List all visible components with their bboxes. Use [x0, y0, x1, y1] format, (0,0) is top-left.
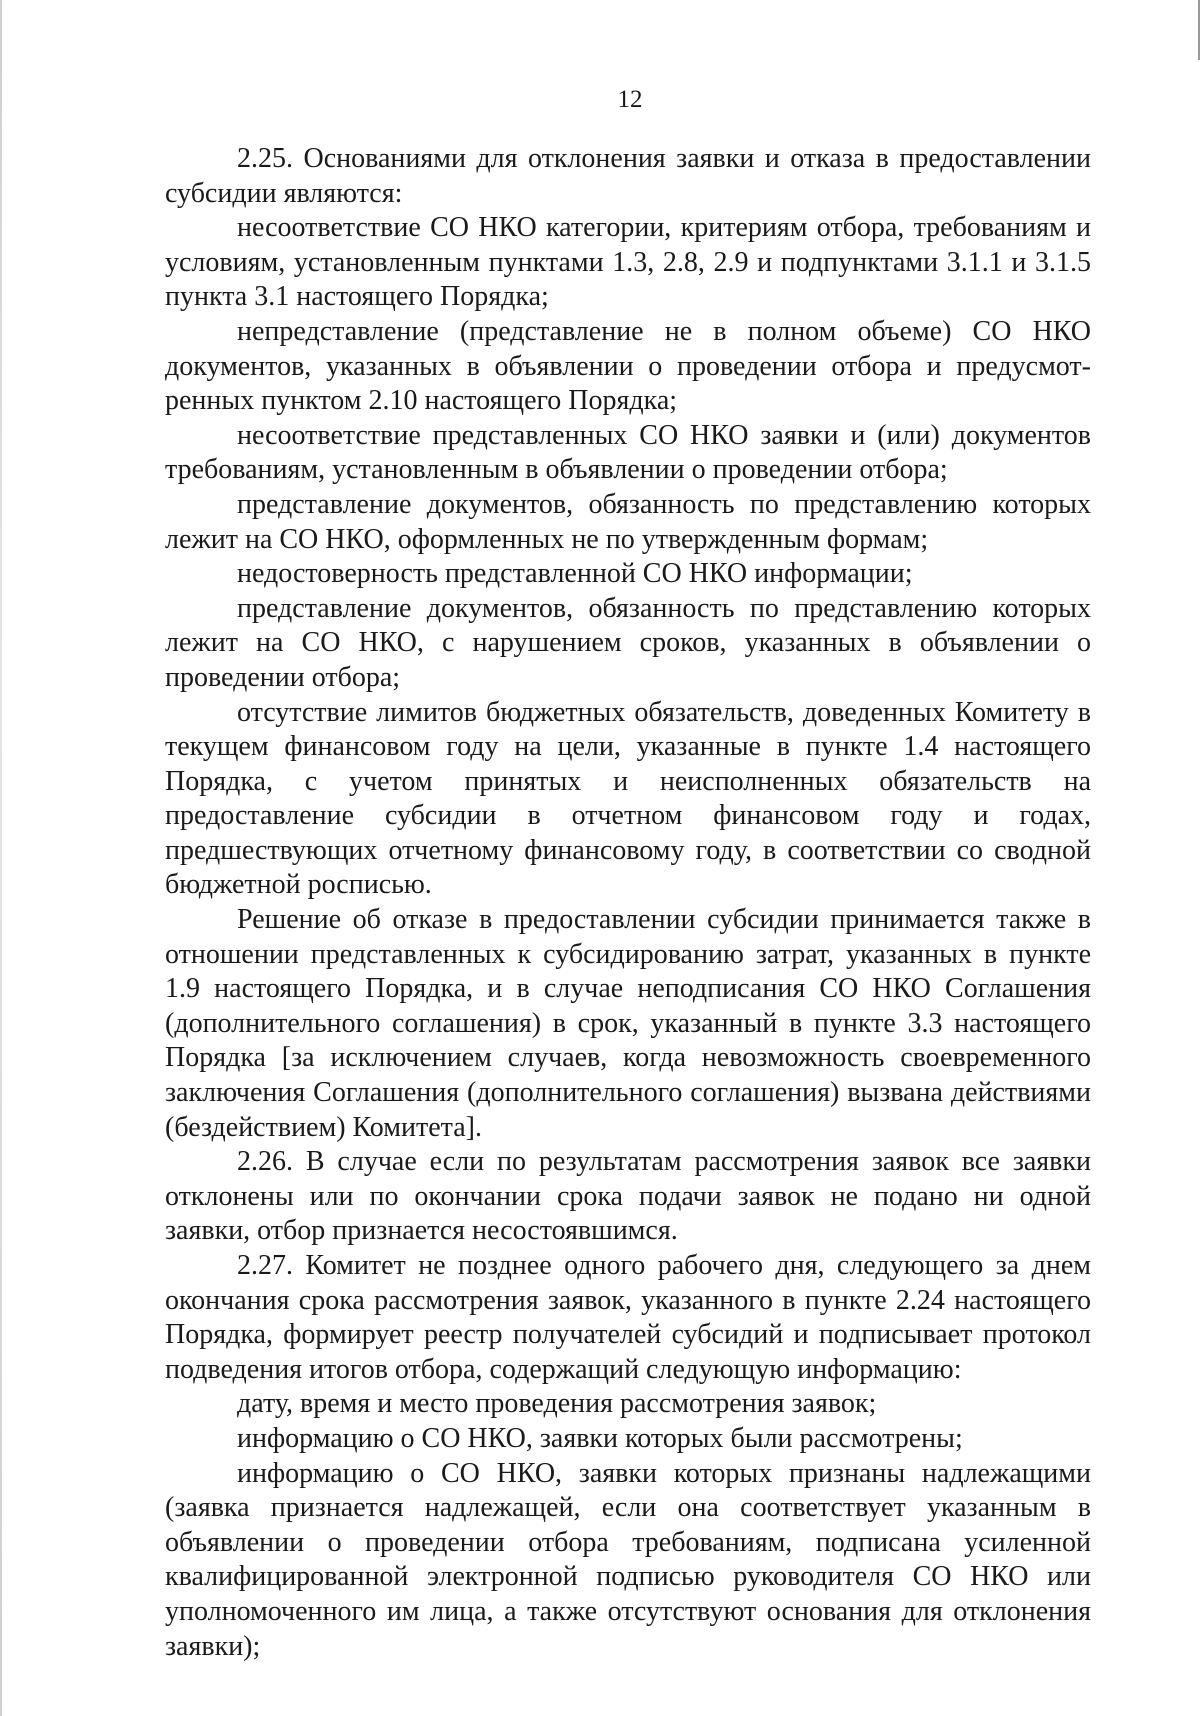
paragraph: 2.27. Комитет не позднее одного рабочего дня, следующего за днем окончания срока рассмотрения заявок, указанного в пункте 2.24 настоящего Порядка, формирует реестр получателей субсидий и подписывает протокол подведения итогов отбора, содержащий следующую информацию: [165, 1250, 1091, 1385]
paragraph: несоответствие СО НКО категории, критериям отбора, требованиям и условиям, установленным пунктами 1.3, 2.8, 2.9 и подпунктами 3.1.1 и 3.1.5 пункта 3.1 настоящего Порядка; [165, 212, 1091, 313]
paragraph: непредставление (представление не в полном объеме) СО НКО документов, указанных в объявлении о проведении отбора и предусмотренных пунктом 2.10 настоящего Порядка; [165, 315, 1091, 417]
paragraph: недостоверность представленной СО НКО информации; [237, 558, 913, 590]
paragraph: несоответствие представленных СО НКО заявки и (или) документов требованиям, установленным в объявлении о проведении отбора; [165, 419, 1091, 486]
document-body [165, 142, 1091, 1664]
paragraph: 2.26. В случае если по результатам рассмотрения заявок все заявки отклонены или по окончании срока подачи заявок не подано ни одной заявки, отбор признается несостоявшимся. [165, 1146, 1091, 1247]
paragraph: информацию о СО НКО, заявки которых были рассмотрены; [237, 1422, 963, 1454]
paragraph: 2.25. Основаниями для отклонения заявки и отказа в предоставлении субсидии являются: [165, 143, 1091, 209]
paragraph: дату, время и место проведения рассмотрения заявок; [237, 1388, 877, 1420]
paragraph: информацию о СО НКО, заявки которых признаны надлежащими (заявка признается надлежащей, если она соответствует указанным в объявлении о проведении отбора требованиям, подписана усиленной квалифицированной электронной подписью руководителя СО НКО или уполномоченного им лица, а также отсутствуют основания для отклонения заявки); [165, 1457, 1091, 1662]
paragraph: представление документов, обязанность по представлению которых лежит на СО НКО, оформленных не по утвержденным формам; [165, 488, 1091, 555]
paragraph: Решение об отказе в предоставлении субсидии принимается также в отношении представленных к субсидированию затрат, указанных в пункте 1.9 настоящего Порядка, и в случае неподписания СО НКО Соглашения (дополнительного соглашения) в срок, указанный в пункте 3.3 настоящего Порядка [за исключением случаев, когда невозможность своевременного заключения Соглашения (дополнительного соглашения) вызвана действиями (бездействием) Комитета]. [165, 904, 1091, 1143]
paragraph: представление документов, обязанность по представлению которых лежит на СО НКО, с нарушением сроков, указанных в объявлении о проведении отбора; [165, 592, 1091, 693]
scan-left-edge [0, 0, 2, 1716]
paragraph: отсутствие лимитов бюджетных обязательств, доведенных Комитету в текущем финансовом году на цели, указанные в пункте 1.4 настоящего Порядка, с учетом принятых и неисполненных обязательств на предоставление субсидии в отчетном финансовом году и годах, предшествующих отчетному финансовому году, в соответствии со сводной бюджетной росписью. [165, 696, 1091, 901]
page-number: 12 [617, 86, 643, 113]
